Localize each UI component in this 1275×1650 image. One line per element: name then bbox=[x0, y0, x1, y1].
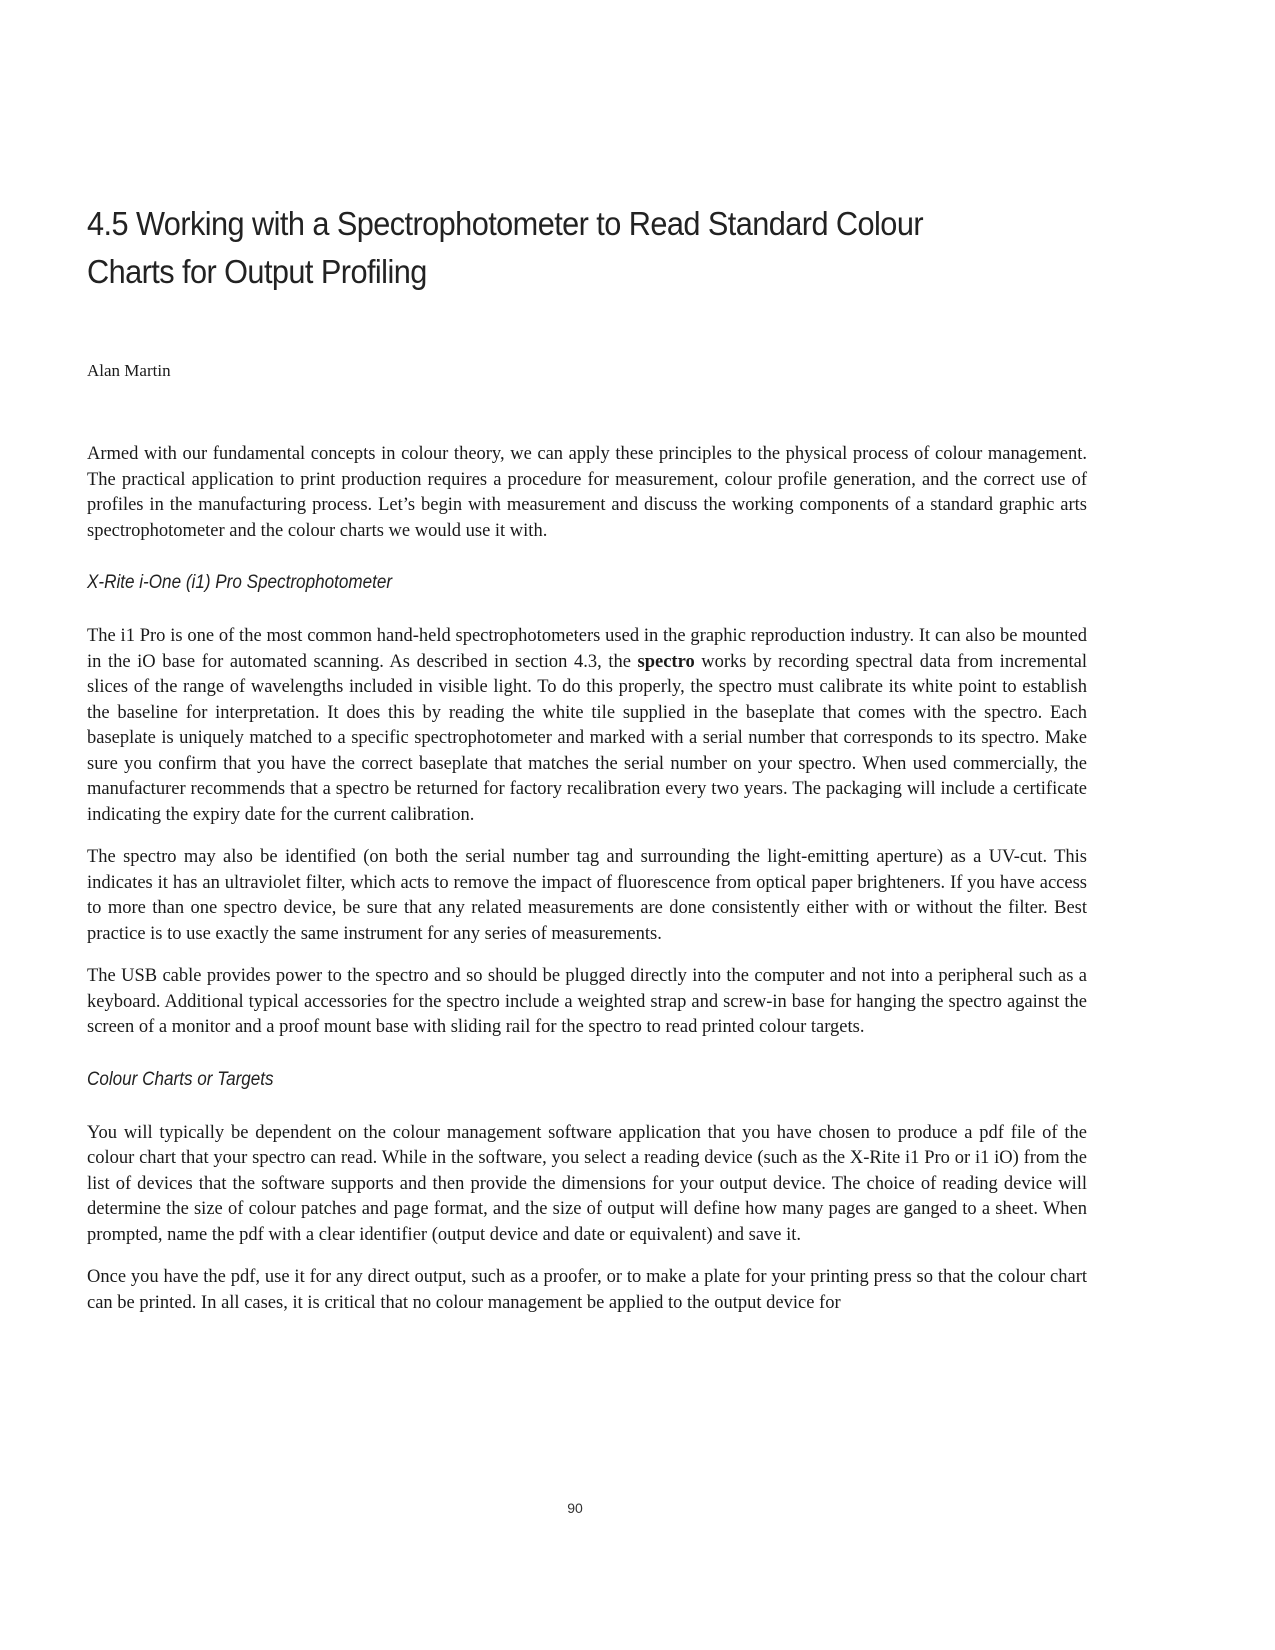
charts-paragraph-2: Once you have the pdf, use it for any direct output, such as a proofer, or to make a plate for your printing press so that the colour chart can be printed. In all cases, it is critical that no colour management be applied to the output device for bbox=[87, 1267, 1087, 1313]
document-page bbox=[87, 0, 1087, 1650]
spectro-paragraph-1-end: works by recording spectral data from incremental slices of the range of wavelengths included in visible light. To do this properly, the spectro must calibrate its white point to establish the baseline for interpretation. It does this by reading the white tile supplied in the baseplate that comes with the spectro. Each baseplate is uniquely matched to a specific spectrophotometer and marked with a serial number that corresponds to its spectro. Make sure you confirm that you have the correct baseplate that matches the serial number on your spectro. When used commercially, the manufacturer recommends that a spectro be returned for factory recalibration every two years. The packaging will include a certificate indicating the expiry date for the current calibration. bbox=[87, 651, 1087, 825]
intro-paragraph: Armed with our fundamental concepts in colour theory, we can apply these principles to the physical process of colour management. The practical application to print production requires a procedure for measurement, colour profile generation, and the correct use of profiles in the manufacturing process. Let’s begin with measurement and discuss the working components of a standard graphic arts spectrophotometer and the colour charts we would use it with. bbox=[87, 444, 1087, 541]
page-number: 90 bbox=[567, 1500, 583, 1516]
page-content bbox=[87, 442, 1087, 1333]
section-heading-spectrophotometer: X-Rite i-One (i1) Pro Spectrophotometer bbox=[87, 572, 393, 593]
spectro-paragraph-3: The USB cable provides power to the spectro and so should be plugged directly into the computer and not into a peripheral such as a keyboard. Additional typical accessories for the spectro include a weighted strap and screw-in base for hanging the spectro against the screen of a monitor and a proof mount base with sliding rail for the spectro to read printed colour targets. bbox=[87, 966, 1087, 1037]
spectro-paragraph-2: The spectro may also be identified (on both the serial number tag and surrounding the light-emitting aperture) as a UV-cut. This indicates it has an ultraviolet filter, which acts to remove the impact of fluorescence from optical paper brighteners. If you have access to more than one spectro device, be sure that any related measurements are done consistently either with or without the filter. Best practice is to use exactly the same instrument for any series of measurements. bbox=[87, 847, 1087, 944]
section-heading-colour-charts: Colour Charts or Targets bbox=[87, 1068, 274, 1090]
charts-paragraph-1: You will typically be dependent on the colour management software application that you have chosen to produce a pdf file of the colour chart that your spectro can read. While in the software, you select a reading device (such as the X-Rite i1 Pro or i1 iO) from the list of devices that the software supports and then provide the dimensions for your output device. The choice of reading device will determine the size of colour patches and page format, and the size of output will define how many pages are ganged to a sheet. When prompted, name the pdf with a clear identifier (output device and date or equivalent) and save it. bbox=[87, 1122, 1087, 1245]
author-name: Alan Martin bbox=[87, 361, 171, 380]
spectro-paragraph-1-start: The i1 Pro is one of the most common hand-held spectrophotometers used in the graphic reproduction industry. It can also be mounted in the iO base for automated scanning. As described in section 4.3, the bbox=[87, 626, 1087, 672]
chapter-title: 4.5 Working with a Spectrophotometer to Read Standard Colour Charts for Output Profiling bbox=[87, 205, 923, 290]
spectro-term: spectro bbox=[637, 651, 695, 672]
spectro-paragraph-1 bbox=[87, 624, 1087, 828]
